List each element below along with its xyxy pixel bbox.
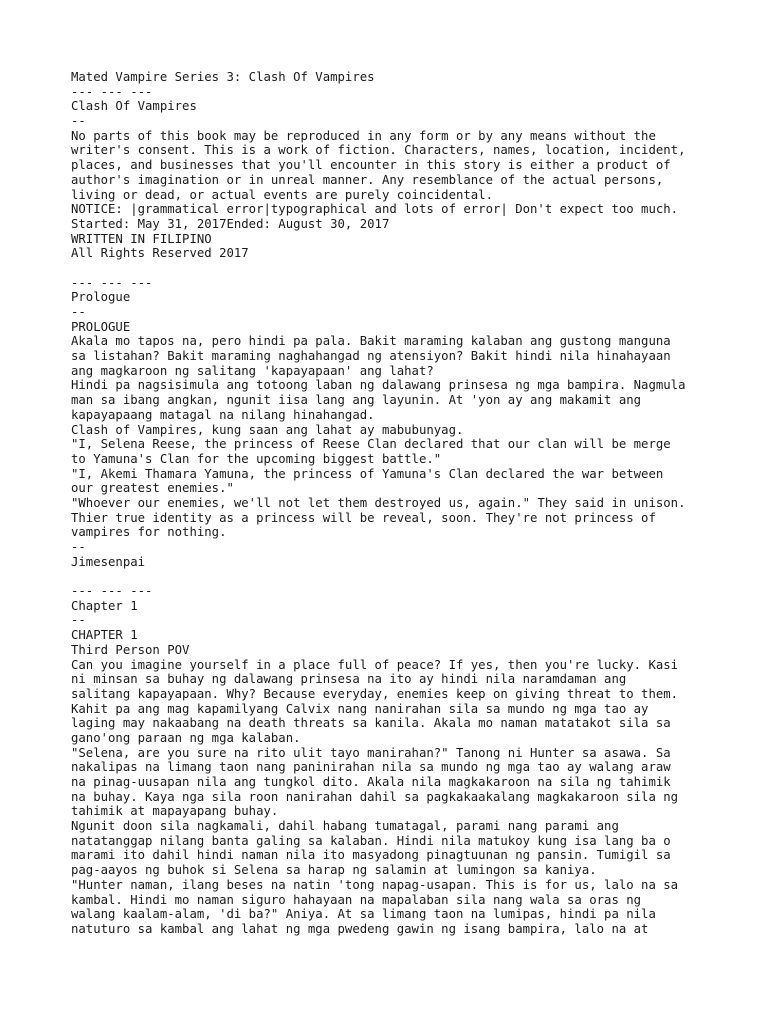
text-line [71, 261, 731, 276]
text-line: places, and businesses that you'll encounter in this story is either a product of [71, 158, 671, 173]
text-line: "Whoever our enemies, we'll not let them destroyed us, again." They said in unison. [71, 495, 686, 510]
text-line: --- --- --- [71, 84, 153, 99]
text-line: "I, Selena Reese, the princess of Reese Clan declared that our clan will be merge [71, 437, 671, 452]
text-line: -- [71, 114, 86, 129]
text-line: Can you imagine yourself in a place full of peace? If yes, then you're lucky. Kasi [71, 657, 679, 672]
text-line: Kahit pa ang mag kapamilyang Calvix nang nanirahan sila sa mundo ng mga tao ay [71, 701, 649, 716]
text-line: our greatest enemies." [71, 481, 234, 496]
text-line: writer's consent. This is a work of fiction. Characters, names, location, incident, [71, 143, 686, 158]
text-line: Akala mo tapos na, pero hindi pa pala. Bakit maraming kalaban ang gustong manguna [71, 334, 671, 349]
text-line: kapayapaang matagal na nilang hinahangad. [71, 407, 375, 422]
text-line: Thier true identity as a princess will be reveal, soon. They're not princess of [71, 510, 656, 525]
text-line: vampires for nothing. [71, 525, 227, 540]
text-line: Chapter 1 [71, 598, 138, 613]
text-line: "Selena, are you sure na rito ulit tayo manirahan?" Tanong ni Hunter sa asawa. Sa [71, 745, 671, 760]
text-line: CHAPTER 1 [71, 628, 138, 643]
text-line: ang magkaroon ng salitang 'kapayapaan' ang lahat? [71, 363, 434, 378]
text-line: Third Person POV [71, 642, 190, 657]
text-line: Prologue [71, 290, 131, 305]
text-line: laging may nakaabang na death threats sa kanila. Akala mo naman matatakot sila sa [71, 716, 671, 731]
text-line: -- [71, 613, 86, 628]
text-line: "Hunter naman, ilang beses na natin 'tong napag-usapan. This is for us, lalo na sa [71, 877, 679, 892]
text-line: na pinag-uusapan nila ang tungkol dito. Akala nila magkakaroon na sila ng tahimik [71, 775, 671, 789]
text-line: --- --- --- [71, 584, 153, 599]
text-line: nakalipas na limang taon nang paninirahan nila sa mundo ng mga tao ay walang araw [71, 760, 671, 775]
text-line: living or dead, or actual events are purely coincidental. [71, 187, 493, 202]
text-line: tahimik at mapayapang buhay. [71, 804, 279, 819]
text-line: ni minsan sa buhay ng dalawang prinsesa na ito ay hindi nila naramdaman ang [71, 672, 627, 687]
text-line: author's imagination or in unreal manner. Any resemblance of the actual persons, [71, 172, 664, 187]
text-line: walang kaalam-alam, 'di ba?" Aniya. At sa limang taon na lumipas, hindi pa nila [71, 907, 656, 922]
document-text [71, 70, 731, 937]
text-line: natuturo sa kambal ang lahat ng mga pwedeng gawin ng isang bampira, lalo na at [71, 921, 649, 936]
text-line: Clash Of Vampires [71, 99, 197, 114]
text-line: pag-aayos ng buhok si Selena sa harap ng salamin at lumingon sa kaniya. [71, 863, 597, 878]
text-line: Mated Vampire Series 3: Clash Of Vampires [71, 70, 375, 84]
text-line: natatanggap nilang banta galing sa kalaban. Hindi nila matukoy kung isa lang ba o [71, 833, 671, 848]
text-line [71, 569, 731, 584]
text-line: gano'ong paraan ng mga kalaban. [71, 730, 301, 745]
text-line: to Yamuna's Clan for the upcoming biggest battle." [71, 451, 442, 466]
text-line: -- [71, 305, 86, 319]
text-line: Started: May 31, 2017Ended: August 30, 2017 [71, 216, 390, 231]
text-line: Ngunit doon sila nagkamali, dahil habang tumatagal, parami nang parami ang [71, 819, 619, 834]
text-line: na buhay. Kaya nga sila roon nanirahan dahil sa pagkakaakalang magkakaroon sila ng [71, 789, 679, 804]
text-line: kambal. Hindi mo naman siguro hahayaan na mapalaban sila nang wala sa oras ng [71, 892, 642, 907]
text-line: -- [71, 540, 86, 554]
text-line: salitang kapayapaan. Why? Because everyday, enemies keep on giving threat to them. [71, 686, 679, 701]
text-line: Hindi pa nagsisimula ang totoong laban ng dalawang prinsesa ng mga bampira. Nagmula [71, 378, 686, 393]
text-line: marami ito dahil hindi naman nila ito masyadong pinagtuunan ng pansin. Tumigil sa [71, 848, 671, 863]
text-line: No parts of this book may be reproduced in any form or by any means without the [71, 128, 656, 143]
text-line: Clash of Vampires, kung saan ang lahat ay mabubunyag. [71, 422, 464, 437]
text-line: man sa ibang angkan, ngunit iisa lang ang layunin. At 'yon ay ang makamit ang [71, 393, 642, 408]
text-line: WRITTEN IN FILIPINO [71, 231, 212, 246]
text-line: "I, Akemi Thamara Yamuna, the princess of Yamuna's Clan declared the war between [71, 466, 664, 481]
text-line: PROLOGUE [71, 319, 131, 334]
text-line: --- --- --- [71, 275, 153, 290]
text-line: All Rights Reserved 2017 [71, 246, 249, 261]
text-line: NOTICE: |grammatical error|typographical and lots of error| Don't expect too much. [71, 202, 679, 217]
text-line: sa listahan? Bakit maraming naghahangad ng atensiyon? Bakit hindi nila hinahayaan [71, 349, 671, 364]
text-line: Jimesenpai [71, 554, 146, 569]
